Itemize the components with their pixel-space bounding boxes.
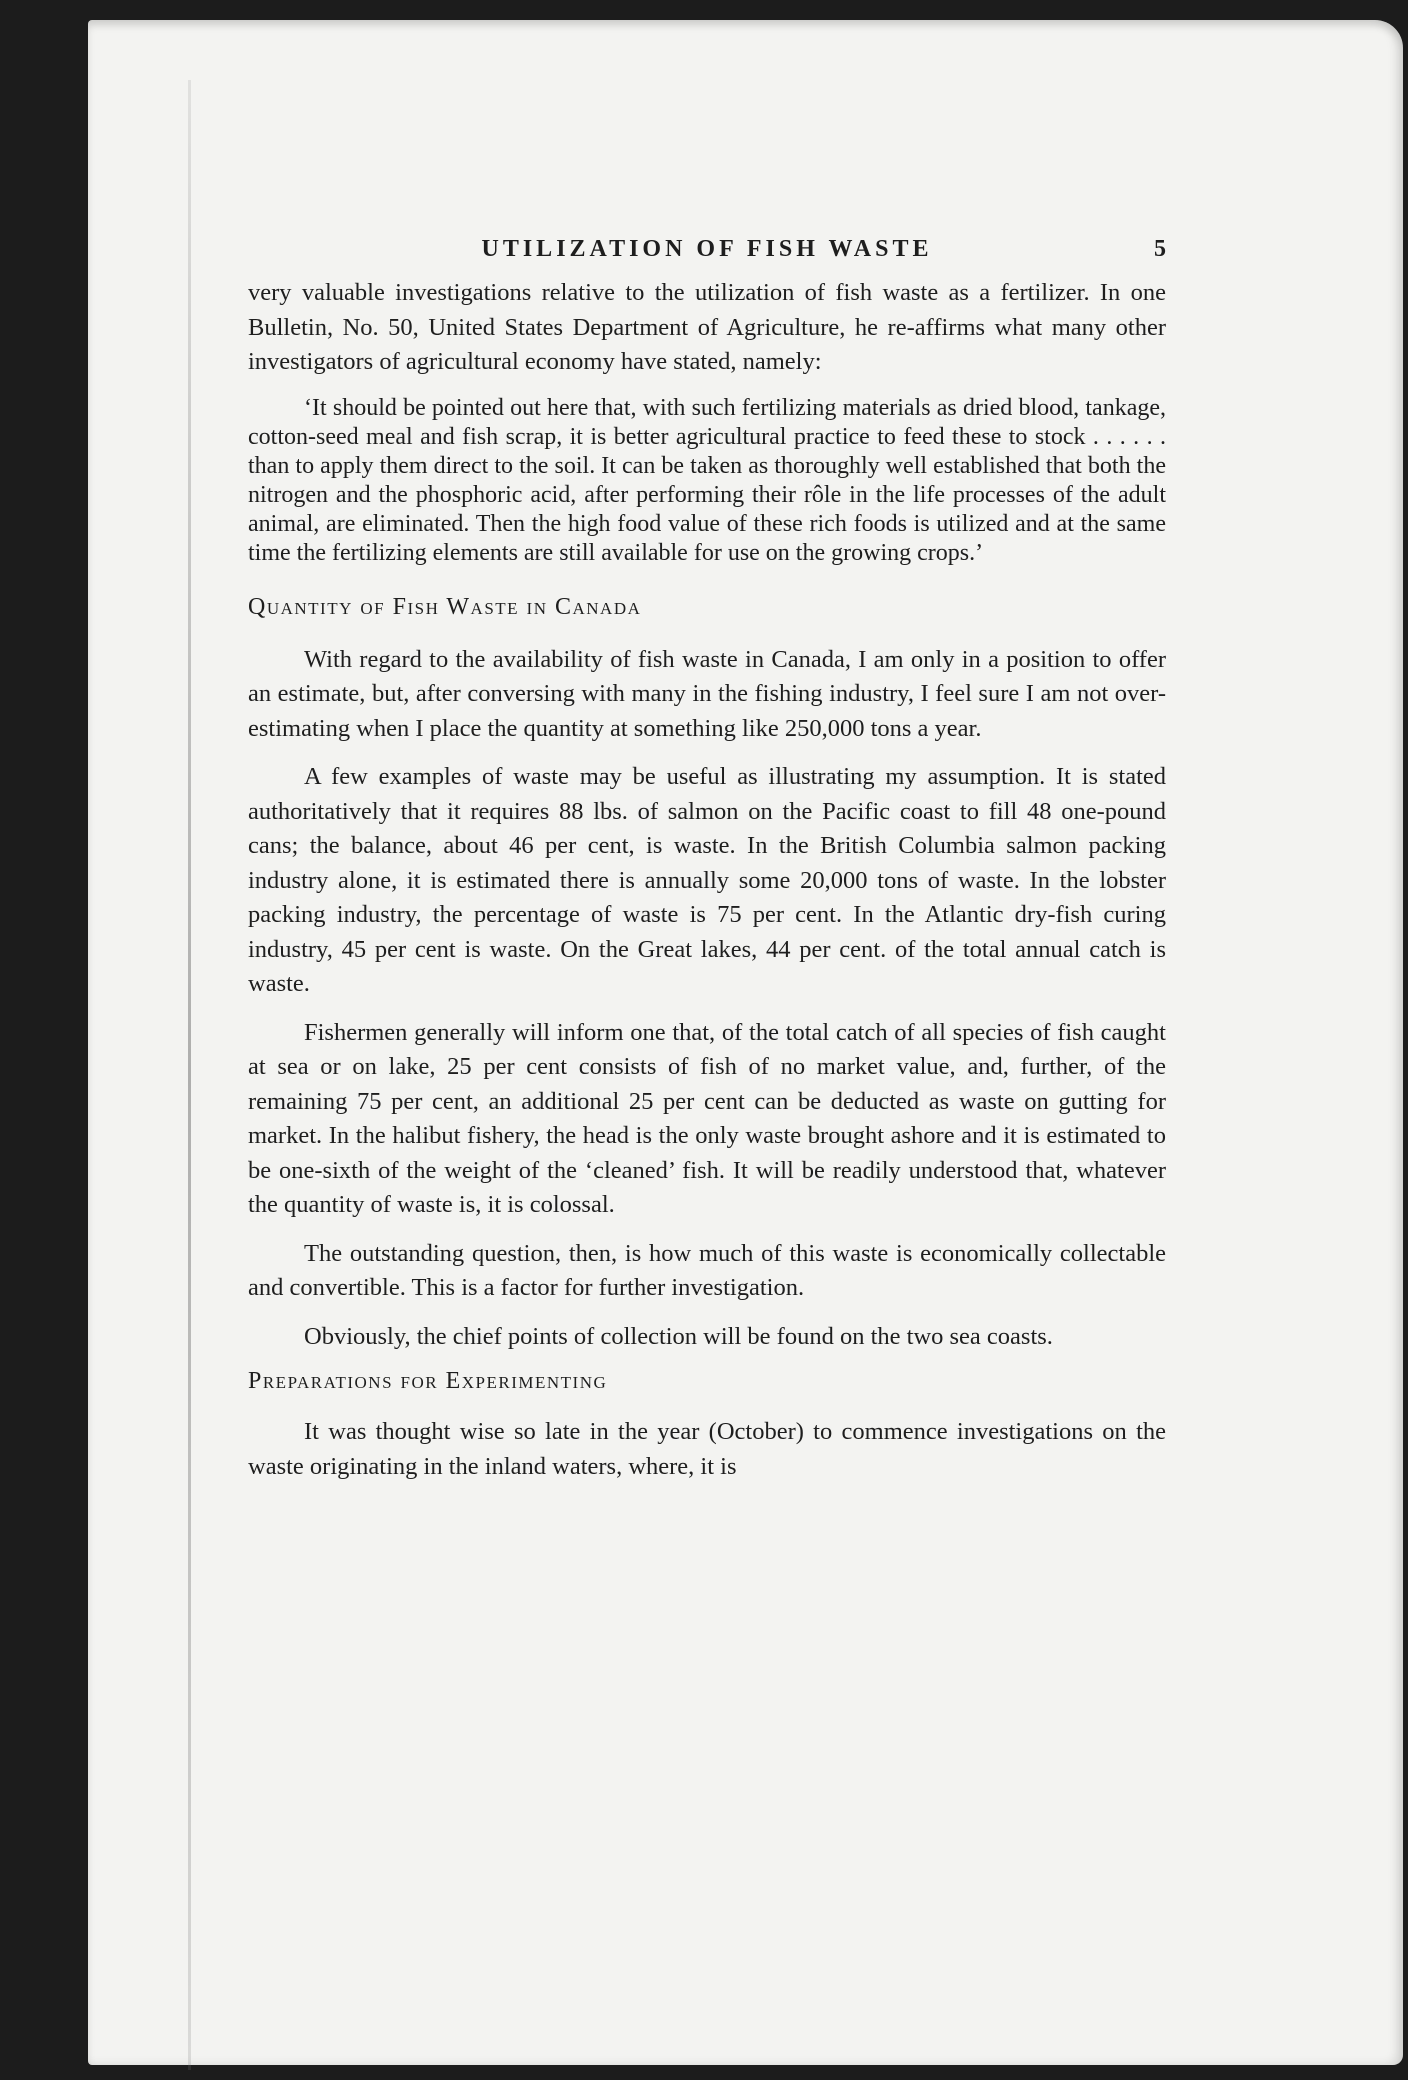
block-quote: ‘It should be pointed out here that, with such fertilizing materials as dried blood, tankage, cotton-seed meal and fish scrap, it is better agricultural practice to feed these to stock . . . . . . than to apply them direct to the soil. It can be taken as thoroughly well established that both the nitrogen and the phosphoric acid, after performing their rôle in the life processes of the adult animal, are eliminated. Then the high food value of these rich foods is utilized and at the same time the fertilizing elements are still available for use on the growing crops.’: [248, 394, 1166, 566]
binding-gutter: [188, 80, 191, 2070]
paragraph-availability: With regard to the availability of fish waste in Canada, I am only in a position to offer an estimate, but, after conversing with many in the fishing industry, I feel sure I am not over-estimating when I place the quantity at something like 250,000 tons a year.: [248, 645, 1166, 742]
paragraph-examples: A few examples of waste may be useful as illustrating my assumption. It is stated authoritatively that it requires 88 lbs. of salmon on the Pacific coast to fill 48 one-pound cans; the balance, about 46 per cent, is waste. In the British Columbia salmon packing industry alone, it is estimated there is annually some 20,000 tons of waste. In the lobster packing industry, the percentage of waste is 75 per cent. In the Atlantic dry-fish curing industry, 45 per cent is waste. On the Great lakes, 44 per cent. of the total annual catch is waste.: [248, 763, 1166, 997]
page-number: 5: [1154, 236, 1166, 262]
running-head: [248, 236, 1166, 276]
paragraph-october: It was thought wise so late in the year (October) to commence investigations on the waste originating in the inland waters, where, it is: [248, 1418, 1166, 1480]
running-head-title: UTILIZATION OF FISH WASTE: [481, 236, 933, 262]
page-content: [248, 236, 1166, 1498]
section-heading-quantity: Quantity of Fish Waste in Canada: [248, 593, 642, 620]
paragraph-intro: very valuable investigations relative to the utilization of fish waste as a fertilizer. In one Bulletin, No. 50, United States Department of Agriculture, he re-affirms what many other investigators of agricultural economy have stated, namely:: [248, 279, 1166, 375]
paragraph-collection: Obviously, the chief points of collection will be found on the two sea coasts.: [304, 1322, 1053, 1350]
paragraph-question: The outstanding question, then, is how much of this waste is economically collectable and convertible. This is a factor for further investigation.: [248, 1239, 1166, 1301]
section-heading-preparations: Preparations for Experimenting: [248, 1368, 608, 1394]
paragraph-fishermen: Fishermen generally will inform one that, of the total catch of all species of fish caught at sea or on lake, 25 per cent consists of fish of no market value, and, further, of the remaining 75 per cent, an additional 25 per cent can be deducted as waste on gutting for market. In the halibut fishery, the head is the only waste brought ashore and it is estimated to be one-sixth of the weight of the ‘cleaned’ fish. It will be readily understood that, whatever the quantity of waste is, it is colossal.: [248, 1018, 1166, 1218]
